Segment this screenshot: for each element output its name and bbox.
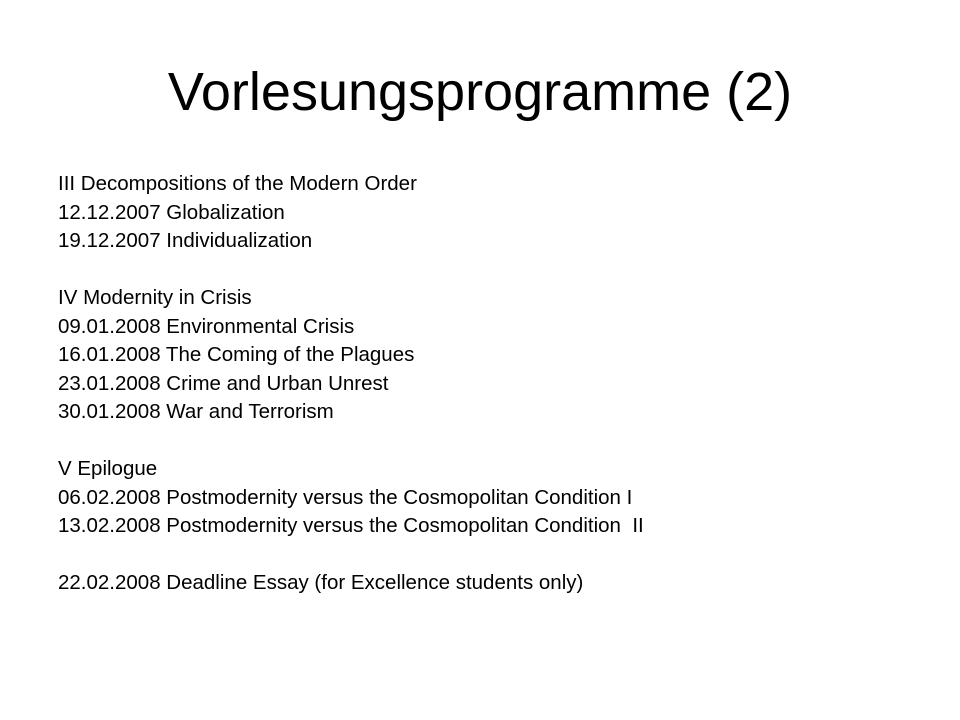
schedule-entry: 06.02.2008 Postmodernity versus the Cosmopolitan Condition I <box>58 485 633 509</box>
schedule-entry: 09.01.2008 Environmental Crisis <box>58 314 355 338</box>
schedule-entry: 16.01.2008 The Coming of the Plagues <box>58 343 415 366</box>
section-v <box>58 455 938 541</box>
section-heading: IV Modernity in Crisis <box>58 286 252 309</box>
blank-line <box>58 256 938 285</box>
lecture-schedule <box>58 170 938 598</box>
schedule-entry: 30.01.2008 War and Terrorism <box>58 400 334 423</box>
schedule-entry: 19.12.2007 Individualization <box>58 229 313 252</box>
slide-title: Vorlesungsprogramme (2) <box>167 62 793 122</box>
schedule-entry: 13.02.2008 Postmodernity versus the Cosmopolitan Condition II <box>58 514 644 537</box>
section-iv <box>58 284 938 427</box>
deadline-entry: 22.02.2008 Deadline Essay (for Excellence students only) <box>58 571 584 594</box>
section-heading: V Epilogue <box>58 457 158 480</box>
blank-line <box>58 541 938 570</box>
section-heading: III Decompositions of the Modern Order <box>58 172 417 195</box>
schedule-entry: 12.12.2007 Globalization <box>58 200 285 224</box>
schedule-entry: 23.01.2008 Crime and Urban Unrest <box>58 371 389 395</box>
section-iii <box>58 170 938 256</box>
blank-line <box>58 427 938 456</box>
